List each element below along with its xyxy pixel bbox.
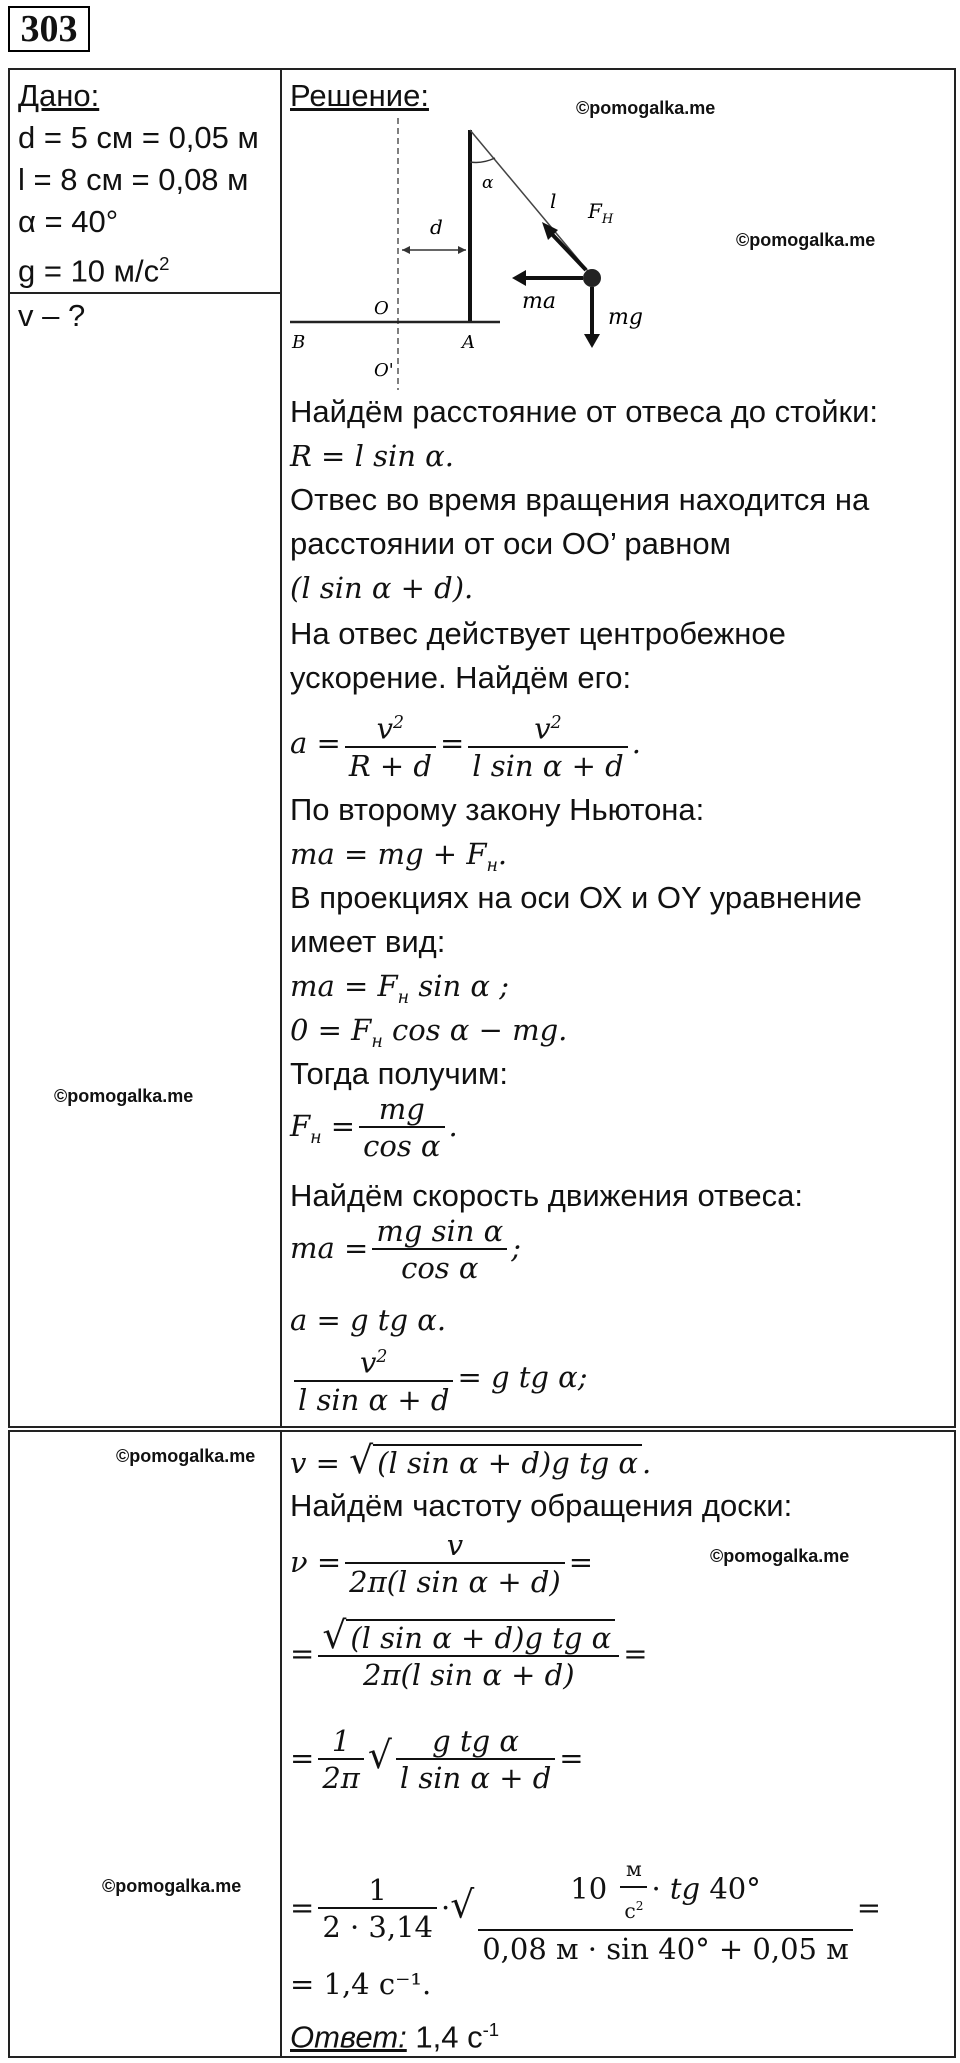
fig-b: B (292, 332, 306, 353)
text-frequency: Найдём частоту обращения доски: (290, 1488, 793, 1523)
watermark: ©pomogalka.me (736, 230, 876, 250)
fig-o2: O' (374, 360, 394, 381)
text-rotation-2: расстоянии от оси OO’ равном (290, 526, 731, 561)
eq-v: v = √ (l sin α + d)g tg α . (290, 1438, 652, 1482)
eq-a-gtg: a = g tg α. (290, 1303, 447, 1337)
text-rotation-1: Отвес во время вращения находится на (290, 482, 870, 517)
eq-result: = 1,4 с⁻¹. (290, 1967, 432, 2001)
given-line-g: g = 10 $м/с^2$ (18, 253, 170, 289)
eq-newton: ma = mg + $F_н$. (290, 837, 508, 876)
text-centripetal-2: ускорение. Найдём его: (290, 660, 632, 695)
eq-r: R = l sin α. (290, 439, 454, 473)
text-distance: Найдём расстояние от отвеса до стойки: (290, 394, 879, 429)
fig-f: $F_H$ (588, 199, 614, 227)
eq-v2: $\frac{v^2}{\text{l sin α + d}}$ = g tg α; (290, 1340, 588, 1418)
find-label: v – ? (18, 298, 86, 333)
fig-ma: ma (522, 289, 556, 314)
text-projection-1: В проекциях на оси ОХ и ОY уравнение (290, 880, 862, 915)
eq-acceleration: a = $\frac{v^2}{R + d}$ = $\frac{v^2}{\text{l sin α + d}}$ . (290, 711, 641, 783)
solution-title: Решение: (290, 78, 429, 113)
answer-value: 1,4 с (415, 2019, 483, 2055)
watermark: ©pomogalka.me (102, 1876, 242, 1896)
watermark: ©pomogalka.me (54, 1086, 194, 1106)
eq-projection-y: $0 = F_н$ cos α − mg. (290, 1013, 568, 1052)
given-divider (8, 292, 282, 294)
watermark: ©pomogalka.me (116, 1446, 256, 1466)
answer-label: Ответ: (290, 2019, 407, 2055)
fig-a: A (462, 332, 475, 353)
watermark: ©pomogalka.me (710, 1546, 850, 1566)
pendulum-figure (290, 118, 670, 390)
given-title: Дано: (18, 78, 100, 113)
fig-o: O (374, 298, 389, 319)
fig-l: l (550, 189, 557, 213)
text-speed: Найдём скорость движения отвеса: (290, 1178, 803, 1213)
fig-mg: mg (608, 305, 643, 330)
eq-nu-2: = $\frac{\text{√ (l sin α + d)g tg α}}{\text{2π(l sin α + d)}}$ = (290, 1613, 648, 1692)
answer-line: Ответ: 1,4 $с^{-1}$ (290, 2019, 500, 2055)
eq-ma: ma = $\frac{\text{mg sin α}}{\text{cos α}}$ ; (290, 1214, 522, 1285)
text-projection-2: имеет вид: (290, 924, 446, 959)
watermark: ©pomogalka.me (576, 98, 716, 118)
fig-alpha: α (482, 173, 494, 193)
text-centripetal-1: На отвес действует центробежное (290, 616, 786, 651)
bob (583, 269, 601, 287)
column-divider (280, 68, 282, 1428)
column-divider-bottom (280, 1430, 282, 2058)
fig-d: d (430, 215, 443, 239)
given-line-l: l = 8 см = 0,08 м (18, 162, 249, 197)
eq-nu-3: = $\frac{1}{2\pi}$ √ $\frac{\text{g tg α}}{\text{l sin α + d}}$ = (290, 1724, 584, 1795)
eq-sum: (l sin α + d). (290, 571, 474, 605)
text-newton: По второму закону Ньютона: (290, 792, 705, 827)
eq-nu-numeric: = $\frac{1}{2 \cdot 3,14}$ ·√ 10 $\frac{м}{с^2}$ · tg 40° 0,08 м · sin 40° + 0,05 м = (290, 1857, 882, 1966)
given-line-alpha: α = 40° (18, 204, 119, 239)
eq-tension: $F_н$ = $\frac{mg}{\text{cos α}}$ . (290, 1092, 458, 1163)
problem-number: 303 (8, 6, 90, 52)
eq-nu-1: ν = $\frac{v}{\text{2π(l sin α + d)}}$ = (290, 1528, 594, 1599)
given-line-d: d = 5 см = 0,05 м (18, 120, 259, 155)
text-then: Тогда получим: (290, 1056, 508, 1091)
eq-projection-x: ma = $F_н$ sin α ; (290, 969, 509, 1008)
